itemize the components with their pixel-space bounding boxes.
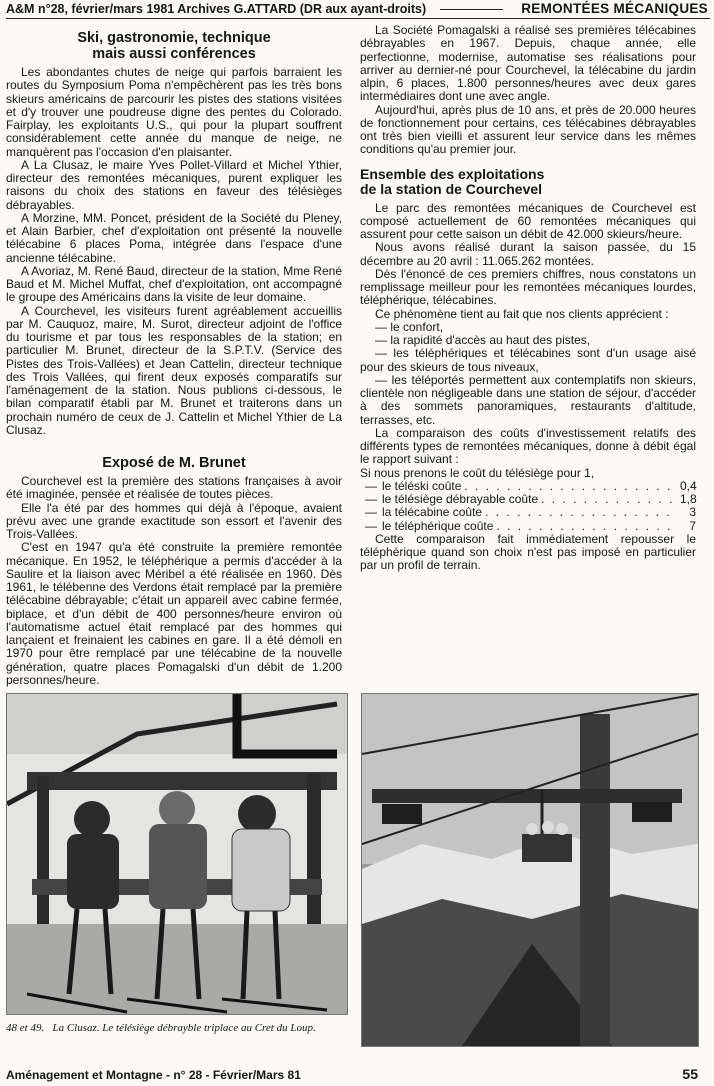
page-number: 55: [682, 1066, 698, 1082]
leader-dots: [541, 493, 677, 506]
article3-title-line1: Ensemble des exploitations: [360, 165, 545, 182]
cost-comparison-list: [360, 480, 696, 533]
comparison-value: 3: [689, 505, 696, 520]
article1-title-line1: Ski, gastronomie, technique: [77, 30, 271, 46]
article2-paragraph: Elle l'a été par des hommes qui déjà à l'époque, avaient prévu avec une grande exactitude son essort et l'avenir des Trois-Vallées.: [6, 500, 342, 541]
article1-paragraph: A Courchevel, les visiteurs furent agréablement accueillis par M. Cauquoz, maire, M. Surot, directeur adjoint de l'office du tourisme et par tous les responsables de la station; en particulier M. Brunet, directeur de la S.P.T.V. (Service des Pistes des Trois-Vallées) et Jean Cattelin, directeur technique des Trois Vallées, qui firent deux exposés comparatifs sur l'aménagement de la station. Nous publions ci-dessous, le bilan comparatif établi par M. Brunet et traiterons dans un prochain numéro de ceux de J. Cattelin et Michel Ythier de La Clusaz.: [6, 303, 342, 437]
caption-text: La Clusaz. Le télésiège débrayble triplace au Cret du Loup.: [52, 1022, 316, 1034]
article2-paragraph: La Société Pomagalski a réalisé ses premières télécabines débrayables en 1967. Depuis, chaque année, elle perfectionne, modernise, automatise ses réalisations pour arriver au dernier-né pour Courchevel, la télécabine du jardin alpin, 6 places, 1.800 personnes/heures avec deux gares intermédiaires dont une avec angle.: [360, 23, 696, 104]
comparison-value: 7: [689, 518, 696, 533]
comparison-label: le télésiège débrayable coûte: [382, 492, 539, 506]
chairlift-skiers-photo: [6, 693, 348, 1015]
comparison-value: 0,4: [680, 478, 697, 493]
article3-title-line2: de la station de Courchevel: [360, 181, 543, 197]
article3-title: [360, 167, 696, 198]
article2-paragraph: Aujourd'hui, après plus de 10 ans, et près de 20.000 heures de fonctionnement pour certains, ces télécabines débrayables ont très bien vieilli et assurent leur service dans les mêmes conditions qu'au premier jour.: [360, 102, 696, 157]
article2-paragraph: Courchevel est la première des stations françaises à avoir été imaginée, pensée et réalisée de toutes pièces.: [6, 474, 342, 502]
comparison-label: la télécabine coûte: [382, 505, 483, 520]
article2-paragraph: C'est en 1947 qu'a été construite la première remontée mécanique. En 1952, le téléphérique a permis d'accéder à la Saulire et la liaison avec Méribel a été réalisée en 1960. Dès 1961, le télébenne des Verdons était remplacé par la première télécabine débrayable; c'était un appareil avec cabine fermée, biplace, et d'un débit de 400 personnes/heure environ où l'automatisme actuel était remplacé par des hommes qui lançaient et freinaient les cabines en gare. Il a été démoli en 1970 pour être remplacé par une télécabine de la nouvelle génération, quatre places Pomagalski d'un débit de 1.200 personnes/heure.: [6, 540, 342, 687]
comparison-label: le téléphérique coûte: [382, 518, 494, 533]
article1-paragraph: A Avoriaz, M. René Baud, directeur de la station, Mme René Baud et M. Michel Muffat, chef d'exploitation, ont accompagné le groupe des Américains dans la visite de leur domaine.: [6, 263, 342, 305]
article1-paragraph: A La Clusaz, le maire Yves Pollet-Villard et Michel Ythier, directeur des remontées mécaniques, purent expliquer les raisons du choix des stations en faveur des télésièges débrayables.: [6, 157, 342, 212]
article1-title-line2: mais aussi conférences: [92, 46, 256, 62]
article1-paragraph: A Morzine, MM. Poncet, président de la Société du Pleney, et Alain Barbier, chef d'exploitation ont présenté la nouvelle télécabine 6 places Poma, intégrée dans l'espace d'une ancienne télécabine.: [6, 210, 342, 265]
comparison-label: le téléski coûte: [382, 478, 462, 493]
left-column: [6, 24, 342, 687]
comparison-value: 1,8: [680, 492, 697, 506]
advantages-list: [360, 321, 696, 427]
article2-title: Exposé de M. Brunet: [102, 455, 246, 471]
article3-conclusion: Cette comparaison fait immédiatement repousser le téléphérique quand son choix n'est pas imposé en particulier par un profil de terrain.: [360, 531, 696, 573]
comparison-dash: —: [365, 478, 377, 493]
comparison-dash: —: [365, 492, 377, 506]
article3-paragraph: Nous avons réalisé durant la saison passée, du 15 décembre au 20 avril : 11.065.262 montées.: [360, 240, 696, 268]
section-title: REMONTÉES MÉCANIQUES: [521, 1, 708, 16]
leader-dots: [485, 506, 677, 519]
footer-publication: Aménagement et Montagne - n° 28 - Février/Mars 81: [6, 1068, 301, 1082]
source-line: A&M n°28, février/mars 1981 Archives G.ATTARD (DR aux ayant-droits): [6, 2, 427, 16]
photo-caption: [6, 1022, 351, 1034]
chairlift-skiers-illustration: [7, 694, 347, 1014]
chairlift-tower-photo: [361, 693, 699, 1047]
comparison-dash: —: [365, 518, 377, 533]
comparison-row: [360, 493, 696, 506]
article3-paragraph: Le parc des remontées mécaniques de Courchevel est composé actuellement de 60 remontées mécaniques qui assurent pour cette saison un débit de 42.000 skieurs/heure.: [360, 200, 696, 241]
article3-paragraph: Ce phénomène tient au fait que nos clients apprécient :: [375, 306, 669, 321]
comparison-row: [360, 506, 696, 519]
article1-title: [6, 30, 342, 62]
article3-paragraph: Dès l'énoncé de ces premiers chiffres, nous constatons un remplissage meilleur pour les remontées mécaniques lourdes, téléphérique, télécabines.: [360, 266, 696, 308]
list-item: — les téléportés permettent aux contemplatifs non skieurs, clientèle non négligeable dans une station de séjour, d'accéder à des sommets panoramiques, restaurants d'altitude, terrasses, etc.: [360, 372, 696, 427]
comparison-lead: Si nous prenons le coût du télésiège pour 1,: [360, 465, 595, 480]
leader-dots: [464, 480, 677, 493]
header-divider: [6, 18, 710, 19]
right-column: [360, 24, 696, 573]
comparison-row: [360, 520, 696, 533]
article1-paragraph: Les abondantes chutes de neige qui parfois barraient les routes du Symposium Poma n'empêchèrent pas les très bons skieurs américains de parcourir les pistes des stations visitées et d'y trouver une poudreuse digne des pentes du Colorado. Fairplay, les exploitants U.S., qui pour la plupart souffrent considérablement cette année du manque de neige, ne manquèrent pas l'occasion d'en plaisanter.: [6, 65, 342, 159]
chairlift-tower-illustration: [362, 694, 698, 1046]
header-rule: [440, 9, 503, 10]
comparison-intro: La comparaison des coûts d'investissement relatifs des différents types de remontées mécaniques, donne à débit égal le rapport suivant :: [360, 425, 696, 467]
comparison-row: [360, 480, 696, 493]
list-item: — le confort,: [375, 319, 444, 334]
list-item: — les téléphériques et télécabines sont d'un usage aisé pour des skieurs de tous niveaux,: [360, 346, 696, 374]
comparison-dash: —: [365, 505, 377, 520]
list-item: — la rapidité d'accès au haut des pistes,: [375, 333, 591, 347]
caption-numbers: 48 et 49.: [6, 1022, 45, 1034]
leader-dots: [496, 520, 677, 533]
